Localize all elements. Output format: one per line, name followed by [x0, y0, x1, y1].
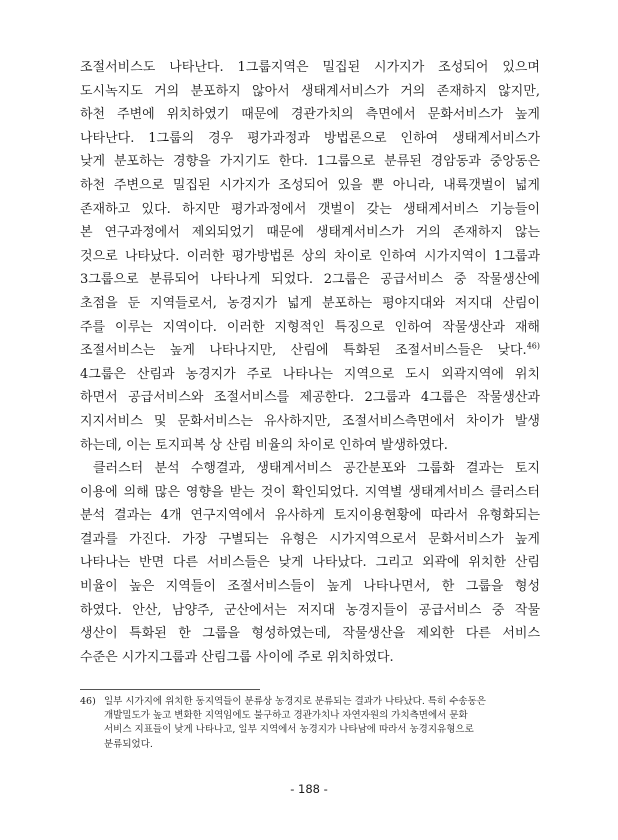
- text-line: 조절서비스도 나타난다. 1그룹지역은 밀집된 시가지가 조성되어 있으며: [80, 60, 540, 75]
- text-line: 존재하고 있다. 하지만 평가과정에서 갯벌이 갖는 생태계서비스 기능들이: [80, 201, 540, 217]
- body-text: [80, 56, 540, 669]
- text-line: 본 연구과정에서 제외되었기 때문에 생태계서비스가 거의 존재하지 않는: [80, 225, 540, 241]
- footnote-number: 46): [80, 696, 96, 707]
- footnote-line: 일부 시가지에 위치한 동지역들이 분류상 농경지로 분류되는 결과가 나타났다. 특히 수송동은: [104, 696, 486, 707]
- text-line: 도시녹지도 거의 분포하지 않아서 생태계서비스가 거의 존재하지 않지만,: [80, 83, 540, 99]
- footnote-line: 서비스 지표들이 낮게 나타나고, 일부 지역에서 농경지가 나타남에 따라서 농경지유형으로: [104, 724, 474, 736]
- page-number: - 188 -: [290, 782, 328, 796]
- text-line: 나타난다. 1그룹의 경우 평가과정과 방법론으로 인하여 생태계서비스가: [80, 130, 540, 146]
- text-line: 낮게 분포하는 경향을 가지기도 한다. 1그룹으로 분류된 경암동과 중앙동은: [80, 154, 540, 170]
- text-line: 하는데, 이는 토지피복 상 산림 비율의 차이로 인하여 발생하였다.: [80, 437, 448, 453]
- text-line-with-footnote: [80, 339, 540, 363]
- footnote-divider: [80, 689, 260, 690]
- text-line: 하천 주변으로 밀집된 시가지가 조성되어 있을 뿐 아니라, 내륙갯벌이 넓게: [80, 177, 540, 193]
- text-line: 초점을 둔 지역들로서, 농경지가 넓게 분포하는 평야지대와 저지대 산림이: [80, 295, 540, 311]
- text-line: 지지서비스 및 문화서비스는 유사하지만, 조절서비스측면에서 차이가 발생: [80, 413, 540, 429]
- footnote-reference[interactable]: 46): [526, 341, 540, 351]
- footnote-line: 분류되었다.: [104, 738, 153, 750]
- text-line: 주를 이루는 지역이다. 이러한 지형적인 특징으로 인하여 작물생산과 재해: [80, 319, 540, 335]
- text-line: 비율이 높은 지역들이 조절서비스들이 높게 나타나면서, 한 그룹을 형성: [80, 579, 540, 595]
- paragraph-1: [80, 56, 540, 457]
- text-line: 이용에 의해 많은 영향을 받는 것이 확인되었다. 지역별 생태계서비스 클러스터: [80, 484, 540, 500]
- text-line: 분석 결과는 4개 연구지역에서 유사하게 토지이용현황에 따라서 유형화되는: [80, 508, 540, 524]
- text-line: 결과를 가진다. 가장 구별되는 유형은 시가지역으로서 문화서비스가 높게: [80, 531, 540, 547]
- footnote-line: 개발밀도가 높고 변화한 지역임에도 불구하고 경관가치나 자연자원의 가치측면에서 문화: [104, 710, 468, 722]
- footnote-text: [104, 695, 540, 752]
- text-line: 하였다. 안산, 남양주, 군산에서는 저지대 농경지들이 공급서비스 중 작물: [80, 602, 540, 618]
- text-line: 하면서 공급서비스와 조절서비스를 제공한다. 2그룹과 4그룹은 작물생산과: [80, 390, 540, 406]
- text-line: 생산이 특화된 한 그룹을 형성하였는데, 작물생산을 제외한 다른 서비스: [80, 626, 540, 642]
- text-line: 클러스터 분석 수행결과, 생태계서비스 공간분포와 그룹화 결과는 토지: [93, 461, 540, 477]
- text-line: 4그룹은 산림과 농경지가 주로 나타나는 지역으로 도시 외곽지역에 위치: [80, 366, 540, 382]
- text-line: 하천 주변에 위치하였기 때문에 경관가치의 측면에서 문화서비스가 높게: [80, 107, 540, 123]
- text-line: 수준은 시가지그룹과 산림그룹 사이에 주로 위치하였다.: [80, 649, 394, 665]
- text-line: 3그룹으로 분류되어 나타나게 되었다. 2그룹은 공급서비스 중 작물생산에: [80, 272, 540, 288]
- paragraph-2: [80, 457, 540, 669]
- text-line: 것으로 나타났다. 이러한 평가방법론 상의 차이로 인하여 시가지역이 1그룹과: [80, 248, 540, 264]
- text-line: 나타나는 반면 다른 서비스들은 낮게 나타났다. 그리고 외곽에 위치한 산림: [80, 555, 540, 571]
- text-fragment: 조절서비스는 높게 나타나지만, 산림에 특화된 조절서비스들은 낮다.: [80, 343, 527, 359]
- footnote: [80, 695, 540, 752]
